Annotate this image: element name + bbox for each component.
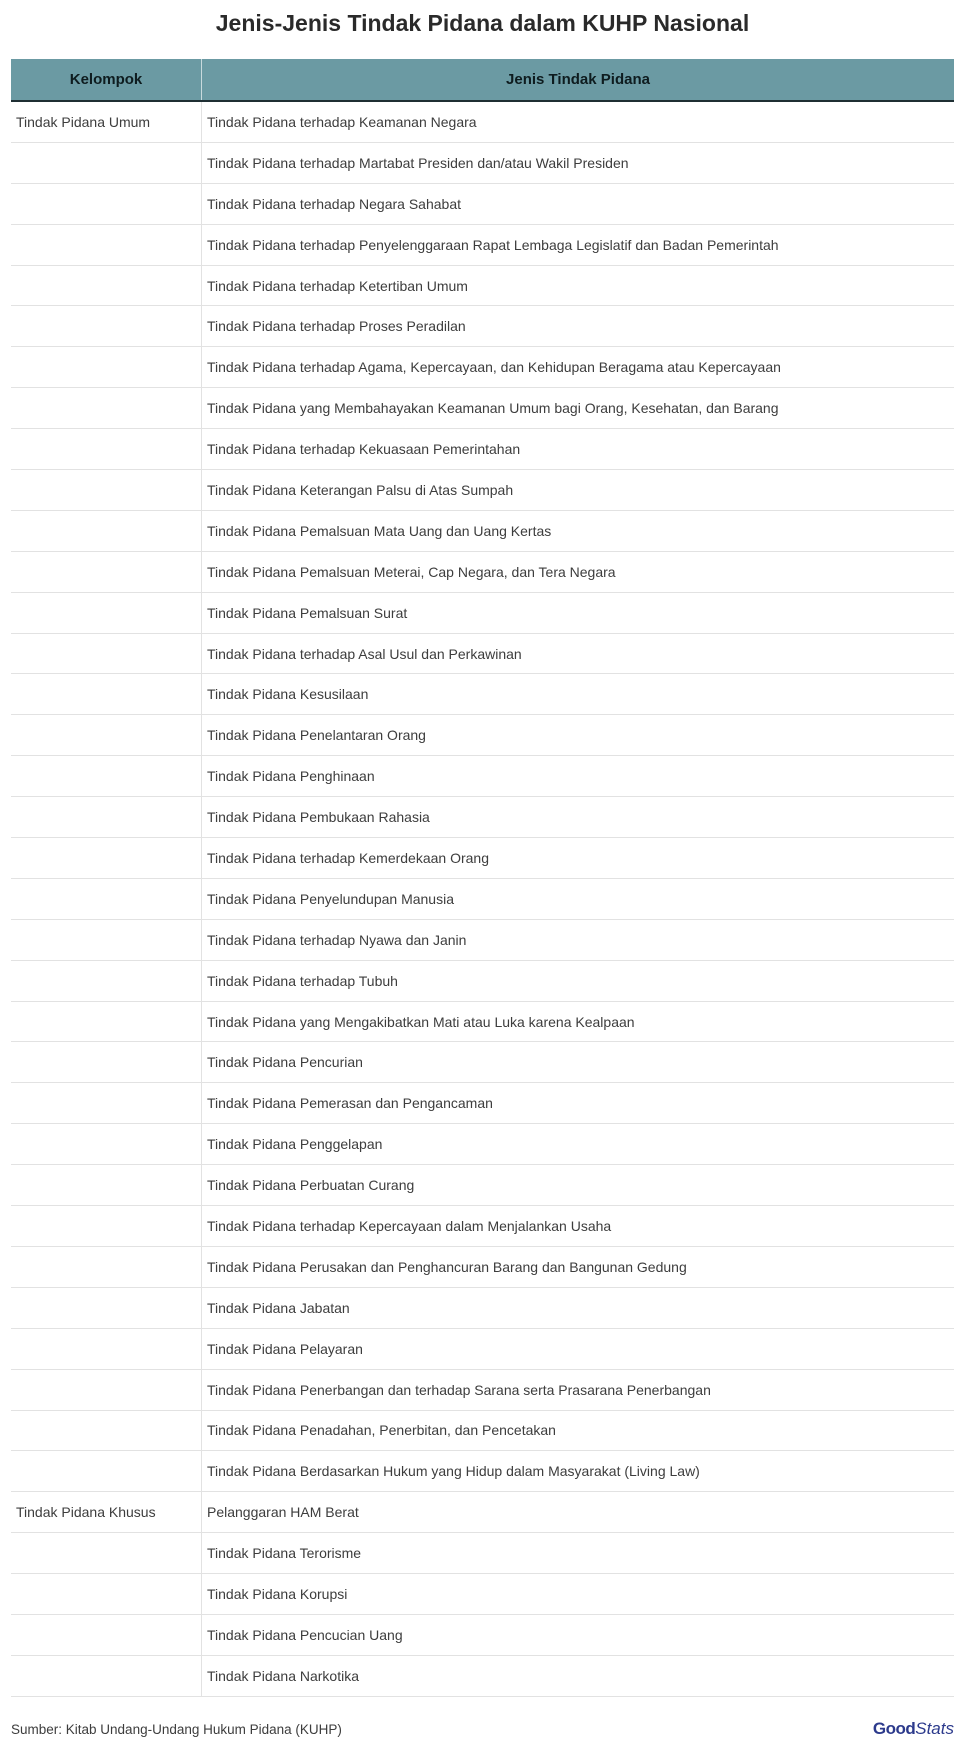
table-row <box>11 347 954 388</box>
table-row <box>11 429 954 470</box>
cell-kelompok <box>11 1083 202 1123</box>
table-row <box>11 674 954 715</box>
table-row <box>11 1411 954 1452</box>
cell-kelompok <box>11 593 202 633</box>
table-header <box>11 59 954 102</box>
table-row <box>11 470 954 511</box>
header-kelompok: Kelompok <box>11 59 202 100</box>
table-row <box>11 511 954 552</box>
table-row <box>11 266 954 307</box>
table-row <box>11 1124 954 1165</box>
table-row <box>11 1206 954 1247</box>
table-row <box>11 797 954 838</box>
cell-jenis-tindak-pidana: Tindak Pidana Penadahan, Penerbitan, dan Pencetakan <box>207 1422 556 1439</box>
cell-jenis-tindak-pidana: Tindak Pidana Pemalsuan Mata Uang dan Uang Kertas <box>207 522 552 539</box>
cell-kelompok <box>11 1411 202 1451</box>
table-row <box>11 1042 954 1083</box>
table-row <box>11 102 954 143</box>
cell-jenis-tindak-pidana: Tindak Pidana Narkotika <box>207 1667 360 1684</box>
table-row <box>11 306 954 347</box>
crime-types-table <box>11 59 954 1697</box>
cell-kelompok <box>11 961 202 1001</box>
cell-kelompok: Tindak Pidana Khusus <box>11 1492 202 1532</box>
cell-jenis-tindak-pidana: Tindak Pidana terhadap Proses Peradilan <box>207 318 466 335</box>
table-row <box>11 388 954 429</box>
table-row <box>11 1247 954 1288</box>
footer <box>11 1719 954 1743</box>
cell-kelompok <box>11 1002 202 1042</box>
cell-jenis-tindak-pidana: Tindak Pidana Kesusilaan <box>207 686 369 703</box>
cell-kelompok <box>11 1124 202 1164</box>
cell-kelompok <box>11 470 202 510</box>
page-title: Jenis-Jenis Tindak Pidana dalam KUHP Nasional <box>215 10 750 36</box>
cell-kelompok <box>11 388 202 428</box>
cell-kelompok <box>11 1329 202 1369</box>
table-row <box>11 143 954 184</box>
cell-jenis-tindak-pidana: Tindak Pidana terhadap Penyelenggaraan Rapat Lembaga Legislatif dan Badan Pemerintah <box>207 236 779 253</box>
cell-jenis-tindak-pidana: Pelanggaran HAM Berat <box>207 1504 359 1521</box>
table-row <box>11 879 954 920</box>
goodstats-logo <box>873 1719 954 1739</box>
table-row <box>11 1533 954 1574</box>
cell-kelompok <box>11 1533 202 1573</box>
cell-jenis-tindak-pidana: Tindak Pidana terhadap Ketertiban Umum <box>207 277 468 294</box>
cell-jenis-tindak-pidana: Tindak Pidana terhadap Tubuh <box>207 972 398 989</box>
table-row <box>11 1165 954 1206</box>
cell-kelompok <box>11 674 202 714</box>
cell-jenis-tindak-pidana: Tindak Pidana terhadap Nyawa dan Janin <box>207 931 467 948</box>
cell-jenis-tindak-pidana: Tindak Pidana Penggelapan <box>207 1136 383 1153</box>
cell-kelompok <box>11 838 202 878</box>
cell-jenis-tindak-pidana: Tindak Pidana Penerbangan dan terhadap Sarana serta Prasarana Penerbangan <box>207 1381 711 1398</box>
cell-jenis-tindak-pidana: Tindak Pidana yang Membahayakan Keamanan Umum bagi Orang, Kesehatan, dan Barang <box>207 400 779 417</box>
cell-jenis-tindak-pidana: Tindak Pidana terhadap Keamanan Negara <box>207 113 477 130</box>
cell-kelompok <box>11 1656 202 1696</box>
cell-kelompok <box>11 143 202 183</box>
cell-jenis-tindak-pidana: Tindak Pidana Korupsi <box>207 1586 348 1602</box>
cell-kelompok <box>11 347 202 387</box>
cell-jenis-tindak-pidana: Tindak Pidana terhadap Kekuasaan Pemerintahan <box>207 441 521 458</box>
source-note: Sumber: Kitab Undang-Undang Hukum Pidana (KUHP) <box>11 1722 342 1737</box>
table-row <box>11 920 954 961</box>
cell-kelompok <box>11 1615 202 1655</box>
cell-kelompok <box>11 797 202 837</box>
table-row <box>11 225 954 266</box>
cell-jenis-tindak-pidana: Tindak Pidana terhadap Agama, Kepercayaan, dan Kehidupan Beragama atau Kepercayaan <box>207 359 781 376</box>
table-row <box>11 184 954 225</box>
cell-kelompok <box>11 1451 202 1491</box>
table-row <box>11 1615 954 1656</box>
table-row <box>11 1574 954 1615</box>
cell-jenis-tindak-pidana: Tindak Pidana Pencucian Uang <box>207 1626 403 1643</box>
table-row <box>11 593 954 634</box>
cell-jenis-tindak-pidana: Tindak Pidana Penelantaran Orang <box>207 727 426 744</box>
cell-jenis-tindak-pidana: Tindak Pidana Pemalsuan Meterai, Cap Negara, dan Tera Negara <box>207 563 616 580</box>
cell-kelompok <box>11 1165 202 1205</box>
cell-jenis-tindak-pidana: Tindak Pidana terhadap Kemerdekaan Orang <box>207 849 489 866</box>
cell-kelompok <box>11 756 202 796</box>
cell-kelompok <box>11 306 202 346</box>
logo-stats-text: Stats <box>915 1719 954 1738</box>
cell-kelompok <box>11 184 202 224</box>
cell-jenis-tindak-pidana: Tindak Pidana terhadap Negara Sahabat <box>207 195 461 212</box>
table-row <box>11 634 954 675</box>
table-row <box>11 1329 954 1370</box>
table-row <box>11 1451 954 1492</box>
cell-jenis-tindak-pidana: Tindak Pidana Pemerasan dan Pengancaman <box>207 1095 493 1112</box>
cell-jenis-tindak-pidana: Tindak Pidana Berdasarkan Hukum yang Hidup dalam Masyarakat (Living Law) <box>207 1463 700 1480</box>
cell-kelompok <box>11 266 202 306</box>
cell-jenis-tindak-pidana: Tindak Pidana terhadap Kepercayaan dalam Menjalankan Usaha <box>207 1217 612 1234</box>
cell-kelompok <box>11 552 202 592</box>
table-row <box>11 1288 954 1329</box>
table-row <box>11 756 954 797</box>
cell-kelompok <box>11 1042 202 1082</box>
cell-kelompok <box>11 511 202 551</box>
cell-jenis-tindak-pidana: Tindak Pidana Penyelundupan Manusia <box>207 890 454 907</box>
logo-good-text: Good <box>872 1719 916 1738</box>
table-row <box>11 715 954 756</box>
cell-kelompok <box>11 225 202 265</box>
cell-kelompok <box>11 715 202 755</box>
cell-kelompok <box>11 1206 202 1246</box>
cell-jenis-tindak-pidana: Tindak Pidana Terorisme <box>207 1545 362 1562</box>
table-row <box>11 1656 954 1697</box>
cell-jenis-tindak-pidana: Tindak Pidana yang Mengakibatkan Mati atau Luka karena Kealpaan <box>207 1013 635 1030</box>
cell-kelompok <box>11 879 202 919</box>
cell-kelompok <box>11 920 202 960</box>
cell-jenis-tindak-pidana: Tindak Pidana Jabatan <box>207 1299 350 1316</box>
cell-jenis-tindak-pidana: Tindak Pidana terhadap Asal Usul dan Perkawinan <box>207 645 522 662</box>
table-body <box>11 102 954 1697</box>
table-row <box>11 961 954 1002</box>
cell-jenis-tindak-pidana: Tindak Pidana Keterangan Palsu di Atas Sumpah <box>207 481 514 498</box>
cell-kelompok: Tindak Pidana Umum <box>11 102 202 142</box>
table-row <box>11 838 954 879</box>
cell-jenis-tindak-pidana: Tindak Pidana terhadap Martabat Presiden dan/atau Wakil Presiden <box>207 154 629 171</box>
cell-jenis-tindak-pidana: Tindak Pidana Perbuatan Curang <box>207 1177 415 1194</box>
cell-jenis-tindak-pidana: Tindak Pidana Pemalsuan Surat <box>207 604 408 621</box>
table-row <box>11 552 954 593</box>
cell-jenis-tindak-pidana: Tindak Pidana Pelayaran <box>207 1340 363 1357</box>
cell-kelompok <box>11 1247 202 1287</box>
header-jenis-tindak-pidana: Jenis Tindak Pidana <box>506 71 650 88</box>
cell-kelompok <box>11 1574 202 1614</box>
cell-kelompok <box>11 634 202 674</box>
table-row <box>11 1492 954 1533</box>
table-row <box>11 1002 954 1043</box>
cell-kelompok <box>11 429 202 469</box>
cell-jenis-tindak-pidana: Tindak Pidana Pembukaan Rahasia <box>207 809 430 826</box>
cell-kelompok <box>11 1288 202 1328</box>
cell-jenis-tindak-pidana: Tindak Pidana Pencurian <box>207 1054 363 1071</box>
cell-kelompok <box>11 1370 202 1410</box>
cell-jenis-tindak-pidana: Tindak Pidana Penghinaan <box>207 768 375 785</box>
table-row <box>11 1083 954 1124</box>
table-row <box>11 1370 954 1411</box>
cell-jenis-tindak-pidana: Tindak Pidana Perusakan dan Penghancuran Barang dan Bangunan Gedung <box>207 1258 687 1275</box>
